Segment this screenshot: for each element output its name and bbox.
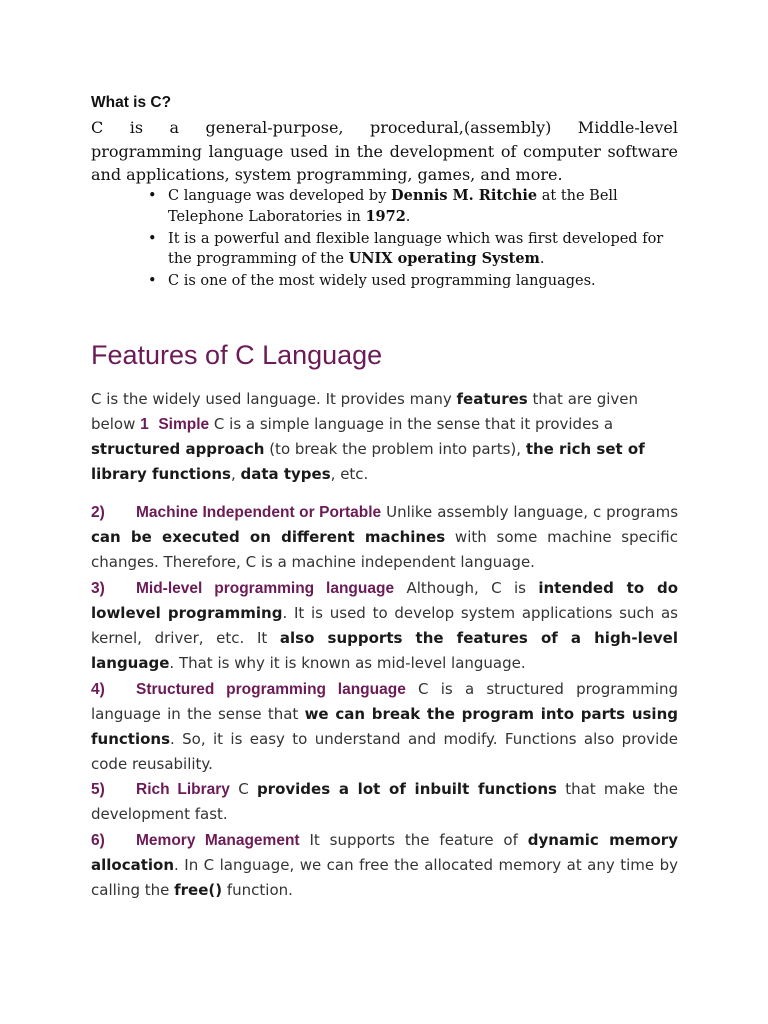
features-intro-paragraph: C is the widely used language. It provides many features that are given below 1 Simple C is a simple language in the sense that it provides a structured approach (to break the problem into parts), the rich set of library functions, data types, etc. (91, 390, 645, 483)
feature-heading: Mid-level programming language (136, 580, 395, 597)
feature-number: 4) (91, 681, 105, 698)
feature-number: 6) (91, 832, 105, 849)
feature-heading: Structured programming language (136, 681, 406, 698)
feature-paragraph-memory: 6) Memory Management It supports the feature of dynamic memory allocation. In C language, we can free the allocated memory at any time by calling the free() function. (91, 828, 678, 903)
feature-heading: Machine Independent or Portable (136, 504, 382, 521)
feature-paragraph-mid-level: 3) Mid-level programming language Although, C is intended to do lowlevel programming. It is used to develop system applications such as kernel, driver, etc. It also supports the features of a high-level language. That is why it is known as mid-level language. (91, 576, 678, 676)
feature-paragraph-rich-library: 5) Rich Library C provides a lot of inbuilt functions that make the development fast. (91, 777, 678, 827)
feature-heading: Rich Library (136, 781, 230, 798)
list-item: • C is one of the most widely used programming languages. (148, 271, 688, 292)
feature-number: 2) (91, 504, 105, 521)
list-item: • It is a powerful and flexible language which was first developed for the programming of the UNIX operating System. (148, 230, 664, 267)
feature-heading: Simple (158, 416, 210, 433)
bullet-icon: • (148, 273, 157, 289)
feature-paragraph-structured: 4) Structured programming language C is a structured programming language in the sense that we can break the program into parts using functions. So, it is easy to understand and modify. Functions also provide code reusability. (91, 677, 678, 777)
feature-paragraph-portable: 2) Machine Independent or Portable Unlike assembly language, c programs can be executed on different machines with some machine specific changes. Therefore, C is a machine independent language. (91, 500, 678, 575)
bullet-icon: • (148, 230, 157, 247)
feature-number: 5) (91, 781, 105, 798)
c-facts-list (148, 186, 688, 293)
bullet-icon: • (148, 188, 157, 204)
features-title: Features of C Language (91, 340, 383, 370)
what-is-c-heading: What is C? (91, 94, 172, 111)
list-item: • C language was developed by Dennis M. Ritchie at the Bell Telephone Laboratories in 1972. (148, 187, 618, 225)
what-is-c-intro: C is a general-purpose, procedural,(assembly) Middle-level programming language used in the development of computer software and applications, system programming, games, and more. (91, 118, 678, 184)
feature-number: 3) (91, 580, 105, 597)
feature-number: 1 (140, 416, 149, 433)
feature-heading: Memory Management (136, 832, 300, 849)
